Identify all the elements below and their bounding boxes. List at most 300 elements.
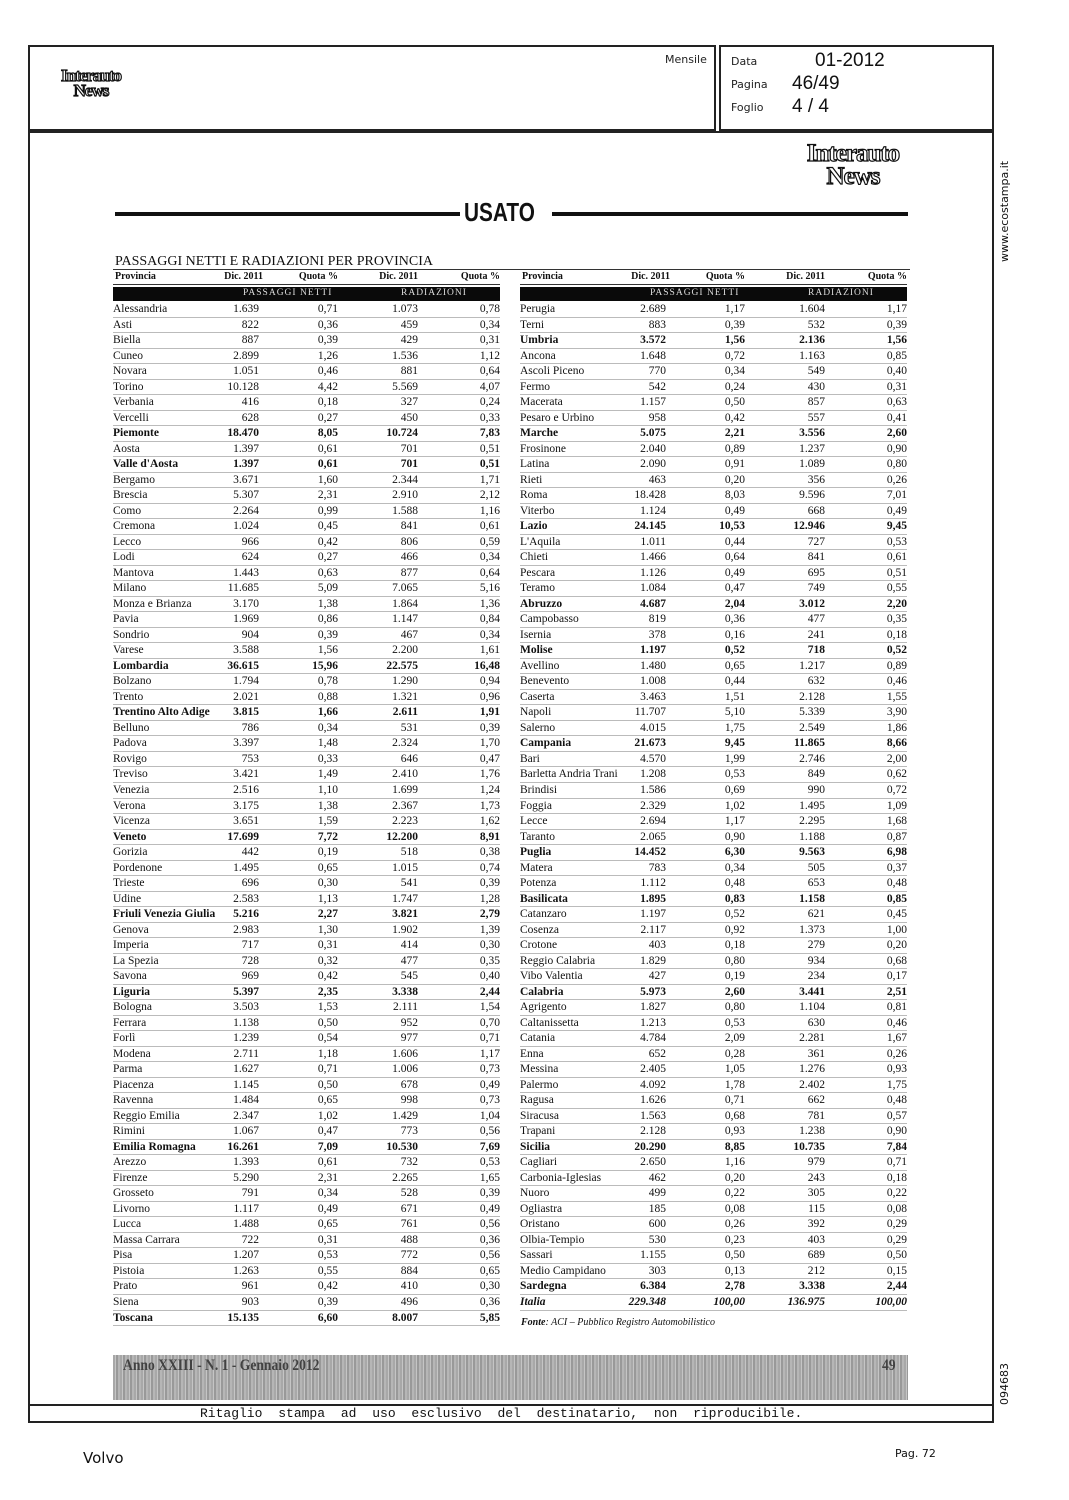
radiazioni-share: 1,71 (479, 473, 500, 486)
table-row (113, 1264, 500, 1280)
radiazioni-share: 1,76 (479, 768, 500, 781)
group-passaggi-netti: PASSAGGI NETTI (243, 288, 333, 298)
passaggi-count: 1.207 (233, 1249, 259, 1262)
right-column-headers (520, 271, 907, 285)
passaggi-share: 1,38 (317, 597, 338, 610)
radiazioni-count: 1.238 (799, 1125, 825, 1138)
table-row (113, 845, 500, 861)
radiazioni-share: 0,56 (479, 1125, 500, 1138)
passaggi-count: 1.239 (233, 1032, 259, 1045)
passaggi-count: 717 (241, 939, 259, 952)
table-row (520, 411, 907, 427)
radiazioni-share: 1,16 (479, 504, 500, 517)
passaggi-share: 8,85 (724, 1140, 745, 1153)
radiazioni-count: 952 (400, 1016, 418, 1029)
province-name: Brindisi (520, 783, 558, 796)
province-name: Molise (520, 644, 553, 657)
region-total-row (113, 659, 500, 675)
passaggi-share: 0,71 (317, 303, 338, 315)
province-name: Torino (113, 380, 144, 393)
radiazioni-share: 0,40 (479, 970, 500, 983)
radiazioni-count: 781 (807, 1109, 825, 1122)
sheet-label: Foglio (731, 101, 764, 114)
radiazioni-count: 2.746 (799, 752, 825, 765)
passaggi-share: 5,10 (724, 706, 745, 719)
radiazioni-share: 0,71 (479, 1032, 500, 1045)
passaggi-share: 0,36 (724, 613, 745, 626)
province-name: Frosinone (520, 442, 566, 455)
province-name: Marche (520, 427, 559, 440)
radiazioni-count: 212 (807, 1264, 825, 1277)
radiazioni-count: 1.104 (799, 1001, 825, 1014)
province-name: Verbania (113, 396, 154, 409)
passaggi-share: 0,28 (724, 1047, 745, 1060)
province-name: Ravenna (113, 1094, 154, 1107)
radiazioni-count: 392 (807, 1218, 825, 1231)
radiazioni-count: 1.237 (799, 442, 825, 455)
passaggi-count: 21.673 (634, 737, 666, 750)
passaggi-share: 0,39 (724, 318, 745, 331)
sheet-value: 4 / 4 (792, 96, 829, 117)
passaggi-count: 1.197 (640, 908, 666, 921)
footer-page: Pag. 72 (895, 1447, 936, 1460)
passaggi-share: 0,49 (724, 566, 745, 579)
passaggi-share: 1,05 (724, 1063, 745, 1076)
province-name: Ascoli Piceno (520, 365, 585, 378)
passaggi-count: 2.090 (640, 458, 666, 471)
passaggi-share: 0,16 (724, 628, 745, 641)
radiazioni-count: 1.699 (392, 783, 418, 796)
passaggi-share: 0,61 (317, 458, 338, 471)
radiazioni-count: 10.724 (386, 427, 418, 440)
radiazioni-count: 1.158 (799, 892, 825, 905)
table-row (520, 830, 907, 846)
radiazioni-share: 0,36 (479, 1296, 500, 1308)
radiazioni-count: 545 (400, 970, 418, 983)
passaggi-count: 24.145 (634, 520, 666, 533)
passaggi-share: 0,47 (724, 582, 745, 595)
passaggi-count: 1.480 (640, 659, 666, 672)
table-row (520, 876, 907, 892)
radiazioni-share: 2,79 (479, 908, 500, 921)
passaggi-count: 4.092 (640, 1078, 666, 1091)
radiazioni-share: 0,94 (479, 675, 500, 688)
passaggi-count: 786 (241, 721, 259, 734)
publication-logo: Interauto News (61, 66, 121, 101)
radiazioni-count: 496 (400, 1296, 418, 1308)
table-row (113, 550, 500, 566)
group-passaggi-netti: PASSAGGI NETTI (650, 288, 740, 298)
source-text: : ACI – Pubblico Registro Automobilistico (545, 1317, 715, 1328)
passaggi-count: 4.570 (640, 752, 666, 765)
passaggi-count: 1.145 (233, 1078, 259, 1091)
radiazioni-count: 1.321 (392, 690, 418, 703)
passaggi-count: 2.117 (640, 923, 666, 936)
passaggi-share: 0,65 (317, 1094, 338, 1107)
passaggi-count: 3.175 (233, 799, 259, 812)
passaggi-count: 2.040 (640, 442, 666, 455)
radiazioni-count: 849 (807, 768, 825, 781)
province-name: Lombardia (113, 659, 169, 672)
passaggi-share: 0,65 (317, 861, 338, 874)
radiazioni-count: 761 (400, 1218, 418, 1231)
passaggi-share: 0,52 (724, 908, 745, 921)
passaggi-share: 1,75 (724, 721, 745, 734)
passaggi-count: 628 (241, 411, 259, 424)
radiazioni-share: 0,56 (479, 1249, 500, 1262)
region-total-row (113, 985, 500, 1001)
province-name: Gorizia (113, 846, 148, 859)
radiazioni-share: 0,08 (886, 1202, 907, 1215)
passaggi-share: 2,35 (317, 985, 338, 998)
radiazioni-share: 9,45 (886, 520, 907, 533)
province-name: Cagliari (520, 1156, 558, 1169)
passaggi-count: 1.263 (233, 1264, 259, 1277)
province-name: Olbia-Tempio (520, 1233, 585, 1246)
province-name: Arezzo (113, 1156, 147, 1169)
province-name: Rieti (520, 473, 543, 486)
passaggi-share: 1,18 (317, 1047, 338, 1060)
province-name: Perugia (520, 303, 556, 315)
radiazioni-count: 410 (400, 1280, 418, 1293)
radiazioni-count: 2.136 (799, 334, 825, 347)
passaggi-share: 0,39 (317, 334, 338, 347)
table-row (520, 473, 907, 489)
table-row (520, 721, 907, 737)
radiazioni-count: 841 (400, 520, 418, 533)
table-row (520, 302, 907, 318)
passaggi-count: 961 (241, 1280, 259, 1293)
passaggi-share: 2,04 (724, 597, 745, 610)
radiazioni-count: 305 (807, 1187, 825, 1200)
radiazioni-share: 0,51 (479, 442, 500, 455)
table-row (113, 380, 500, 396)
radiazioni-count: 2.611 (392, 706, 418, 719)
passaggi-count: 17.699 (227, 830, 259, 843)
radiazioni-share: 0,61 (479, 520, 500, 533)
table-row (520, 674, 907, 690)
province-name: Pordenone (113, 861, 163, 874)
table-row (113, 612, 500, 628)
radiazioni-share: 0,74 (479, 861, 500, 874)
passaggi-count: 822 (241, 318, 259, 331)
table-row (113, 1000, 500, 1016)
passaggi-count: 4.784 (640, 1032, 666, 1045)
table-row (520, 1062, 907, 1078)
passaggi-count: 819 (648, 613, 666, 626)
province-name: Ferrara (113, 1016, 147, 1029)
radiazioni-share: 2,60 (886, 427, 907, 440)
radiazioni-count: 2.344 (392, 473, 418, 486)
province-name: Lucca (113, 1218, 142, 1231)
region-total-row (520, 1279, 907, 1295)
radiazioni-count: 10.735 (793, 1140, 825, 1153)
table-row (520, 1000, 907, 1016)
radiazioni-share: 4,07 (479, 380, 500, 393)
radiazioni-share: 1,28 (479, 892, 500, 905)
table-row (520, 783, 907, 799)
passaggi-count: 1.488 (233, 1218, 259, 1231)
province-name: Puglia (520, 846, 552, 859)
table-row (520, 488, 907, 504)
radiazioni-share: 0,30 (479, 1280, 500, 1293)
province-name: Barletta Andria Trani (520, 768, 618, 781)
passaggi-share: 0,31 (317, 939, 338, 952)
radiazioni-count: 557 (807, 411, 825, 424)
table-row (520, 767, 907, 783)
table-row (113, 488, 500, 504)
radiazioni-share: 0,85 (886, 349, 907, 362)
section-rule-right (552, 212, 908, 216)
radiazioni-share: 0,39 (479, 877, 500, 890)
passaggi-share: 0,42 (724, 411, 745, 424)
radiazioni-count: 2.128 (799, 690, 825, 703)
table-row (520, 1109, 907, 1125)
radiazioni-share: 2,20 (886, 597, 907, 610)
table-row (520, 628, 907, 644)
right-table (520, 302, 907, 1311)
province-name: Friuli Venezia Giulia (113, 908, 216, 921)
radiazioni-share: 7,84 (886, 1140, 907, 1153)
province-name: Campania (520, 737, 572, 750)
left-column-headers (113, 271, 500, 285)
passaggi-count: 1.117 (233, 1202, 259, 1215)
radiazioni-share: 0,46 (886, 675, 907, 688)
col-provincia: Provincia (115, 271, 156, 282)
passaggi-share: 0,48 (724, 877, 745, 890)
province-name: Savona (113, 970, 147, 983)
radiazioni-count: 2.281 (799, 1032, 825, 1045)
province-name: Imperia (113, 939, 149, 952)
province-name: Caserta (520, 690, 555, 703)
province-name: Piacenza (113, 1078, 154, 1091)
col-dic-2011-passaggi: Dic. 2011 (631, 271, 670, 282)
region-total-row (113, 457, 500, 473)
province-name: Vibo Valentia (520, 970, 583, 983)
radiazioni-share: 0,65 (479, 1264, 500, 1277)
province-name: Massa Carrara (113, 1233, 180, 1246)
passaggi-share: 0,20 (724, 1171, 745, 1184)
radiazioni-count: 2.111 (392, 1001, 418, 1014)
table-row (113, 628, 500, 644)
table-row (113, 690, 500, 706)
radiazioni-count: 2.410 (392, 768, 418, 781)
radiazioni-share: 0,41 (886, 411, 907, 424)
website-text: www.ecostampa.it (998, 160, 1011, 262)
passaggi-share: 0,34 (724, 861, 745, 874)
passaggi-share: 0,53 (724, 1016, 745, 1029)
table-row (113, 1109, 500, 1125)
radiazioni-count: 3.821 (392, 908, 418, 921)
passaggi-count: 1.124 (640, 504, 666, 517)
table-row (520, 861, 907, 877)
table-row (520, 954, 907, 970)
region-total-row (520, 426, 907, 442)
province-name: Taranto (520, 830, 555, 843)
province-name: Pescara (520, 566, 556, 579)
passaggi-count: 1.397 (233, 458, 259, 471)
radiazioni-count: 1.163 (799, 349, 825, 362)
passaggi-count: 887 (241, 334, 259, 347)
radiazioni-share: 1,17 (479, 1047, 500, 1060)
table-row (113, 566, 500, 582)
radiazioni-count: 718 (807, 644, 825, 657)
col-provincia: Provincia (522, 271, 563, 282)
table-row (520, 969, 907, 985)
table-row (520, 535, 907, 551)
radiazioni-share: 0,35 (886, 613, 907, 626)
province-name: Avellino (520, 659, 560, 672)
passaggi-count: 3.503 (233, 1001, 259, 1014)
group-radiazioni: RADIAZIONI (401, 288, 467, 298)
passaggi-share: 0,93 (724, 1125, 745, 1138)
col-dic-2011-radiazioni: Dic. 2011 (786, 271, 825, 282)
passaggi-share: 1,26 (317, 349, 338, 362)
radiazioni-count: 1.217 (799, 659, 825, 672)
province-name: Crotone (520, 939, 558, 952)
radiazioni-count: 689 (807, 1249, 825, 1262)
passaggi-count: 1.008 (640, 675, 666, 688)
province-name: Vicenza (113, 815, 150, 828)
table-row (113, 969, 500, 985)
radiazioni-count: 1.373 (799, 923, 825, 936)
table-row (113, 519, 500, 535)
radiazioni-count: 998 (400, 1094, 418, 1107)
radiazioni-count: 3.338 (799, 1280, 825, 1293)
passaggi-count: 1.213 (640, 1016, 666, 1029)
radiazioni-count: 884 (400, 1264, 418, 1277)
province-name: Mantova (113, 566, 154, 579)
radiazioni-count: 2.549 (799, 721, 825, 734)
radiazioni-share: 2,44 (886, 1280, 907, 1293)
table-row (520, 566, 907, 582)
province-name: Sardegna (520, 1280, 567, 1293)
radiazioni-count: 979 (807, 1156, 825, 1169)
passaggi-share: 15,96 (312, 659, 338, 672)
issue-text: Anno XXIII - N. 1 - Gennaio 2012 (123, 1357, 320, 1374)
passaggi-count: 5.397 (233, 985, 259, 998)
source-label: Fonte (521, 1317, 546, 1328)
table-row (113, 1078, 500, 1094)
radiazioni-share: 16,48 (474, 659, 500, 672)
radiazioni-share: 0,20 (886, 939, 907, 952)
radiazioni-share: 0,51 (886, 566, 907, 579)
passaggi-count: 3.588 (233, 644, 259, 657)
radiazioni-count: 3.441 (799, 985, 825, 998)
province-name: Medio Campidano (520, 1264, 606, 1277)
table-row (520, 814, 907, 830)
radiazioni-count: 5.569 (392, 380, 418, 393)
radiazioni-share: 0,26 (886, 473, 907, 486)
radiazioni-count: 467 (400, 628, 418, 641)
table-row (113, 1171, 500, 1187)
passaggi-share: 5,09 (317, 582, 338, 595)
radiazioni-count: 701 (400, 442, 418, 455)
radiazioni-share: 6,98 (886, 846, 907, 859)
radiazioni-share: 2,00 (886, 752, 907, 765)
left-group-band (113, 287, 500, 301)
table-row (113, 938, 500, 954)
province-name: Varese (113, 644, 144, 657)
radiazioni-share: 0,34 (479, 628, 500, 641)
radiazioni-share: 0,93 (886, 1063, 907, 1076)
radiazioni-count: 1.902 (392, 923, 418, 936)
passaggi-share: 0,50 (724, 1249, 745, 1262)
passaggi-count: 1.827 (640, 1001, 666, 1014)
passaggi-share: 2,78 (724, 1280, 745, 1293)
national-total-row (520, 1295, 907, 1311)
radiazioni-share: 0,56 (479, 1218, 500, 1231)
radiazioni-share: 0,49 (886, 504, 907, 517)
passaggi-count: 5.973 (640, 985, 666, 998)
radiazioni-share: 1,09 (886, 799, 907, 812)
passaggi-count: 1.084 (640, 582, 666, 595)
radiazioni-share: 0,55 (886, 582, 907, 595)
table-row (113, 752, 500, 768)
passaggi-share: 0,80 (724, 1001, 745, 1014)
province-name: Milano (113, 582, 147, 595)
radiazioni-share: 0,38 (479, 846, 500, 859)
radiazioni-share: 2,44 (479, 985, 500, 998)
radiazioni-count: 429 (400, 334, 418, 347)
passaggi-count: 722 (241, 1233, 259, 1246)
province-name: Aosta (113, 442, 140, 455)
radiazioni-count: 1.188 (799, 830, 825, 843)
passaggi-share: 0,24 (724, 380, 745, 393)
radiazioni-count: 356 (807, 473, 825, 486)
passaggi-share: 0,18 (724, 939, 745, 952)
passaggi-count: 1.495 (233, 861, 259, 874)
passaggi-count: 1.126 (640, 566, 666, 579)
radiazioni-count: 806 (400, 535, 418, 548)
province-name: Lecco (113, 535, 142, 548)
code-text: 094683 (998, 1363, 1011, 1405)
radiazioni-share: 0,31 (479, 334, 500, 347)
radiazioni-count: 1.536 (392, 349, 418, 362)
section-rule-left (115, 212, 460, 216)
passaggi-share: 0,22 (724, 1187, 745, 1200)
radiazioni-count: 1.864 (392, 597, 418, 610)
passaggi-share: 0,36 (317, 318, 338, 331)
passaggi-share: 2,60 (724, 985, 745, 998)
radiazioni-share: 0,51 (479, 458, 500, 471)
passaggi-count: 1.393 (233, 1156, 259, 1169)
province-name: Cuneo (113, 349, 144, 362)
passaggi-count: 2.405 (640, 1063, 666, 1076)
province-name: Messina (520, 1063, 559, 1076)
radiazioni-share: 0,33 (479, 411, 500, 424)
province-name: Trapani (520, 1125, 556, 1138)
radiazioni-count: 12.946 (793, 520, 825, 533)
passaggi-count: 783 (648, 861, 666, 874)
passaggi-count: 185 (648, 1202, 666, 1215)
table-row (520, 1124, 907, 1140)
passaggi-count: 883 (648, 318, 666, 331)
radiazioni-count: 857 (807, 396, 825, 409)
passaggi-count: 1.969 (233, 613, 259, 626)
page-value: 46/49 (792, 73, 840, 94)
radiazioni-count: 430 (807, 380, 825, 393)
province-name: Matera (520, 861, 553, 874)
province-name: Roma (520, 489, 548, 502)
radiazioni-share: 0,87 (886, 830, 907, 843)
passaggi-count: 2.689 (640, 303, 666, 315)
region-total-row (520, 333, 907, 349)
passaggi-share: 0,92 (724, 923, 745, 936)
radiazioni-share: 1,00 (886, 923, 907, 936)
region-total-row (520, 519, 907, 535)
table-row (520, 659, 907, 675)
